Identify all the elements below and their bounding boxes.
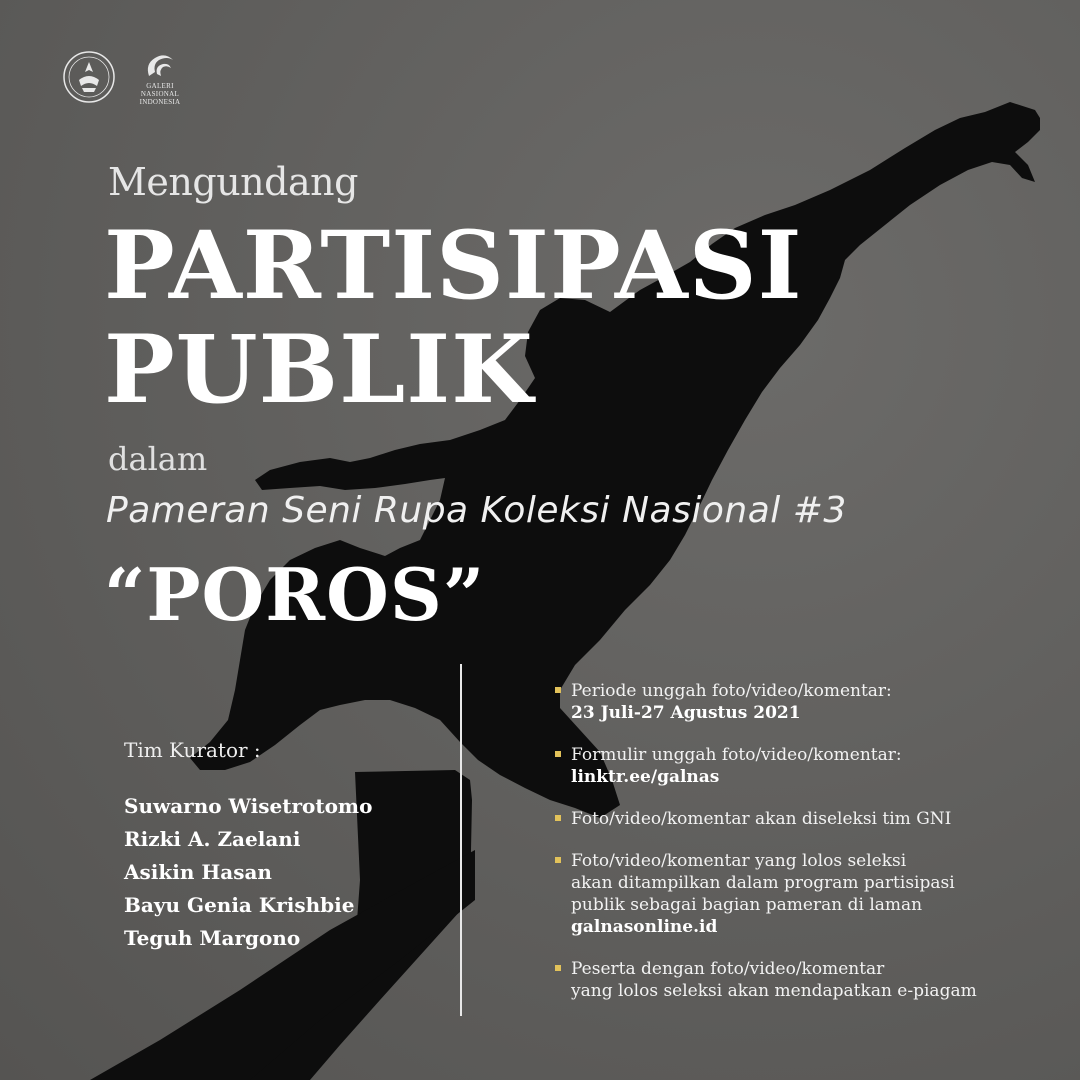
main-title — [104, 211, 803, 425]
info-item-upload-period — [553, 680, 1023, 724]
galeri-nasional-swirl-icon — [141, 50, 179, 82]
tut-wuri-handayani-emblem-icon — [62, 50, 116, 104]
galeri-label-2: NASIONAL — [140, 90, 180, 98]
info-item-selection — [553, 808, 1023, 830]
theme-title: “POROS” — [104, 552, 486, 637]
exhibition-title: Pameran Seni Rupa Koleksi Nasional #3 — [106, 490, 847, 531]
upload-period-dates: 23 Juli-27 Agustus 2021 — [571, 703, 801, 723]
curator-section — [124, 738, 372, 955]
info-text: Periode unggah foto/video/komentar: — [571, 681, 892, 701]
curator-name: Rizki A. Zaelani — [124, 827, 301, 851]
main-title-line-1: PARTISIPASI — [104, 211, 803, 321]
info-text: Foto/video/komentar akan diseleksi tim GNI — [571, 809, 952, 829]
website-link[interactable]: galnasonline.id — [571, 917, 718, 937]
connector-text: dalam — [108, 440, 208, 478]
galeri-label-3: INDONESIA — [139, 98, 181, 106]
info-text: Peserta dengan foto/video/komentar — [571, 959, 885, 979]
curator-name: Asikin Hasan — [124, 860, 272, 884]
curator-name: Bayu Genia Krishbie — [124, 893, 355, 917]
info-text: publik sebagai bagian pameran di laman — [571, 895, 923, 915]
info-item-certificate — [553, 958, 1023, 1002]
upload-form-link[interactable]: linktr.ee/galnas — [571, 767, 720, 787]
curator-name: Suwarno Wisetrotomo — [124, 794, 373, 818]
logo-group — [62, 50, 190, 106]
curator-name: Teguh Margono — [124, 926, 301, 950]
vertical-divider — [460, 664, 462, 1016]
info-text: akan ditampilkan dalam program partisipasi — [571, 873, 955, 893]
info-text: yang lolos seleksi akan mendapatkan e-piagam — [571, 981, 977, 1001]
galeri-label-1: GALERI — [146, 82, 174, 90]
info-text: Formulir unggah foto/video/komentar: — [571, 745, 902, 765]
info-item-display — [553, 850, 1023, 938]
invite-heading: Mengundang — [108, 160, 358, 204]
main-title-line-2: PUBLIK — [104, 315, 534, 425]
galeri-nasional-logo — [130, 50, 190, 106]
info-list — [553, 680, 1023, 1022]
info-text: Foto/video/komentar yang lolos seleksi — [571, 851, 907, 871]
info-item-upload-form — [553, 744, 1023, 788]
curator-heading: Tim Kurator : — [124, 738, 261, 762]
